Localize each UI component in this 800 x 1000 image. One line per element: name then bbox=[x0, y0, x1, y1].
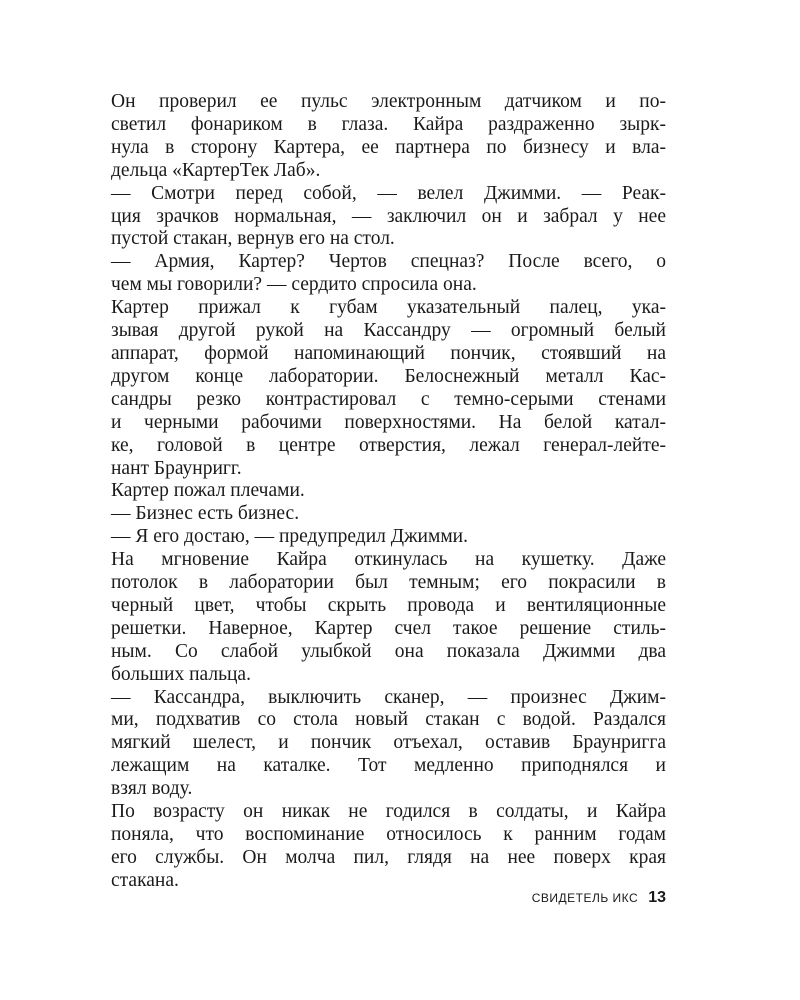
text-line: ция зрачков нормальная, — заключил он и забрал у нее bbox=[111, 205, 666, 227]
text-line: решетки. Наверное, Картер счел такое решение стиль- bbox=[111, 617, 666, 639]
text-line: На мгновение Кайра откинулась на кушетку. Даже bbox=[111, 549, 666, 571]
body-text bbox=[111, 91, 666, 893]
page-number: 13 bbox=[648, 889, 666, 906]
text-line: светил фонариком в глаза. Кайра раздраженно зырк- bbox=[111, 113, 666, 135]
text-line: взял воду. bbox=[111, 778, 193, 800]
text-line: Он проверил ее пульс электронным датчиком и по- bbox=[111, 91, 666, 112]
text-line: другом конце лаборатории. Белоснежный металл Кас- bbox=[111, 365, 666, 387]
text-line: ке, головой в центре отверстия, лежал генерал-лейте- bbox=[111, 434, 666, 456]
text-line: чем мы говорили? — сердито спросила она. bbox=[111, 274, 477, 296]
text-line: ным. Со слабой улыбкой она показала Джимми два bbox=[111, 640, 666, 662]
text-line: нула в сторону Картера, ее партнера по бизнесу и вла- bbox=[111, 136, 666, 158]
text-line: ми, подхватив со стола новый стакан с водой. Раздался bbox=[111, 709, 666, 731]
text-line: его службы. Он молча пил, глядя на нее поверх края bbox=[111, 846, 666, 868]
text-line: стакана. bbox=[111, 869, 179, 891]
text-line: и черными рабочими поверхностями. На белой катал- bbox=[111, 411, 666, 433]
text-line: поняла, что воспоминание относилось к ранним годам bbox=[111, 824, 666, 845]
text-line: пустой стакан, вернув его на стол. bbox=[111, 228, 395, 250]
text-line: сандры резко контрастировал с темно-серыми стенами bbox=[111, 388, 666, 410]
text-line: Картер прижал к губам указательный палец, ука- bbox=[111, 297, 666, 319]
text-line: аппарат, формой напоминающий пончик, стоявший на bbox=[111, 342, 666, 364]
running-title: СВИДЕТЕЛЬ ИКС bbox=[531, 891, 639, 905]
text-line: — Кассандра, выключить сканер, — произнес Джим- bbox=[111, 686, 666, 708]
text-line: — Армия, Картер? Чертов спецназ? После всего, о bbox=[111, 251, 666, 273]
text-line: — Я его достаю, — предупредил Джимми. bbox=[111, 526, 468, 548]
text-line: дельца «КартерТек Лаб». bbox=[111, 159, 321, 181]
text-line: нант Браунригг. bbox=[111, 457, 242, 479]
text-line: По возрасту он никак не годился в солдаты, и Кайра bbox=[111, 801, 666, 823]
text-line: лежащим на каталке. Тот медленно приподнялся и bbox=[111, 755, 666, 777]
text-line: зывая другой рукой на Кассандру — огромный белый bbox=[111, 320, 666, 342]
text-line: больших пальца. bbox=[111, 663, 251, 685]
text-line: Картер пожал плечами. bbox=[111, 480, 305, 502]
page-footer bbox=[532, 889, 666, 907]
text-line: мягкий шелест, и пончик отъехал, оставив Браунригга bbox=[111, 732, 666, 754]
text-line: потолок в лаборатории был темным; его покрасили в bbox=[111, 572, 666, 594]
text-line: — Бизнес есть бизнес. bbox=[111, 503, 300, 525]
text-line: черный цвет, чтобы скрыть провода и вентиляционные bbox=[111, 594, 666, 616]
text-line: — Смотри перед собой, — велел Джимми. — Реак- bbox=[111, 182, 666, 204]
